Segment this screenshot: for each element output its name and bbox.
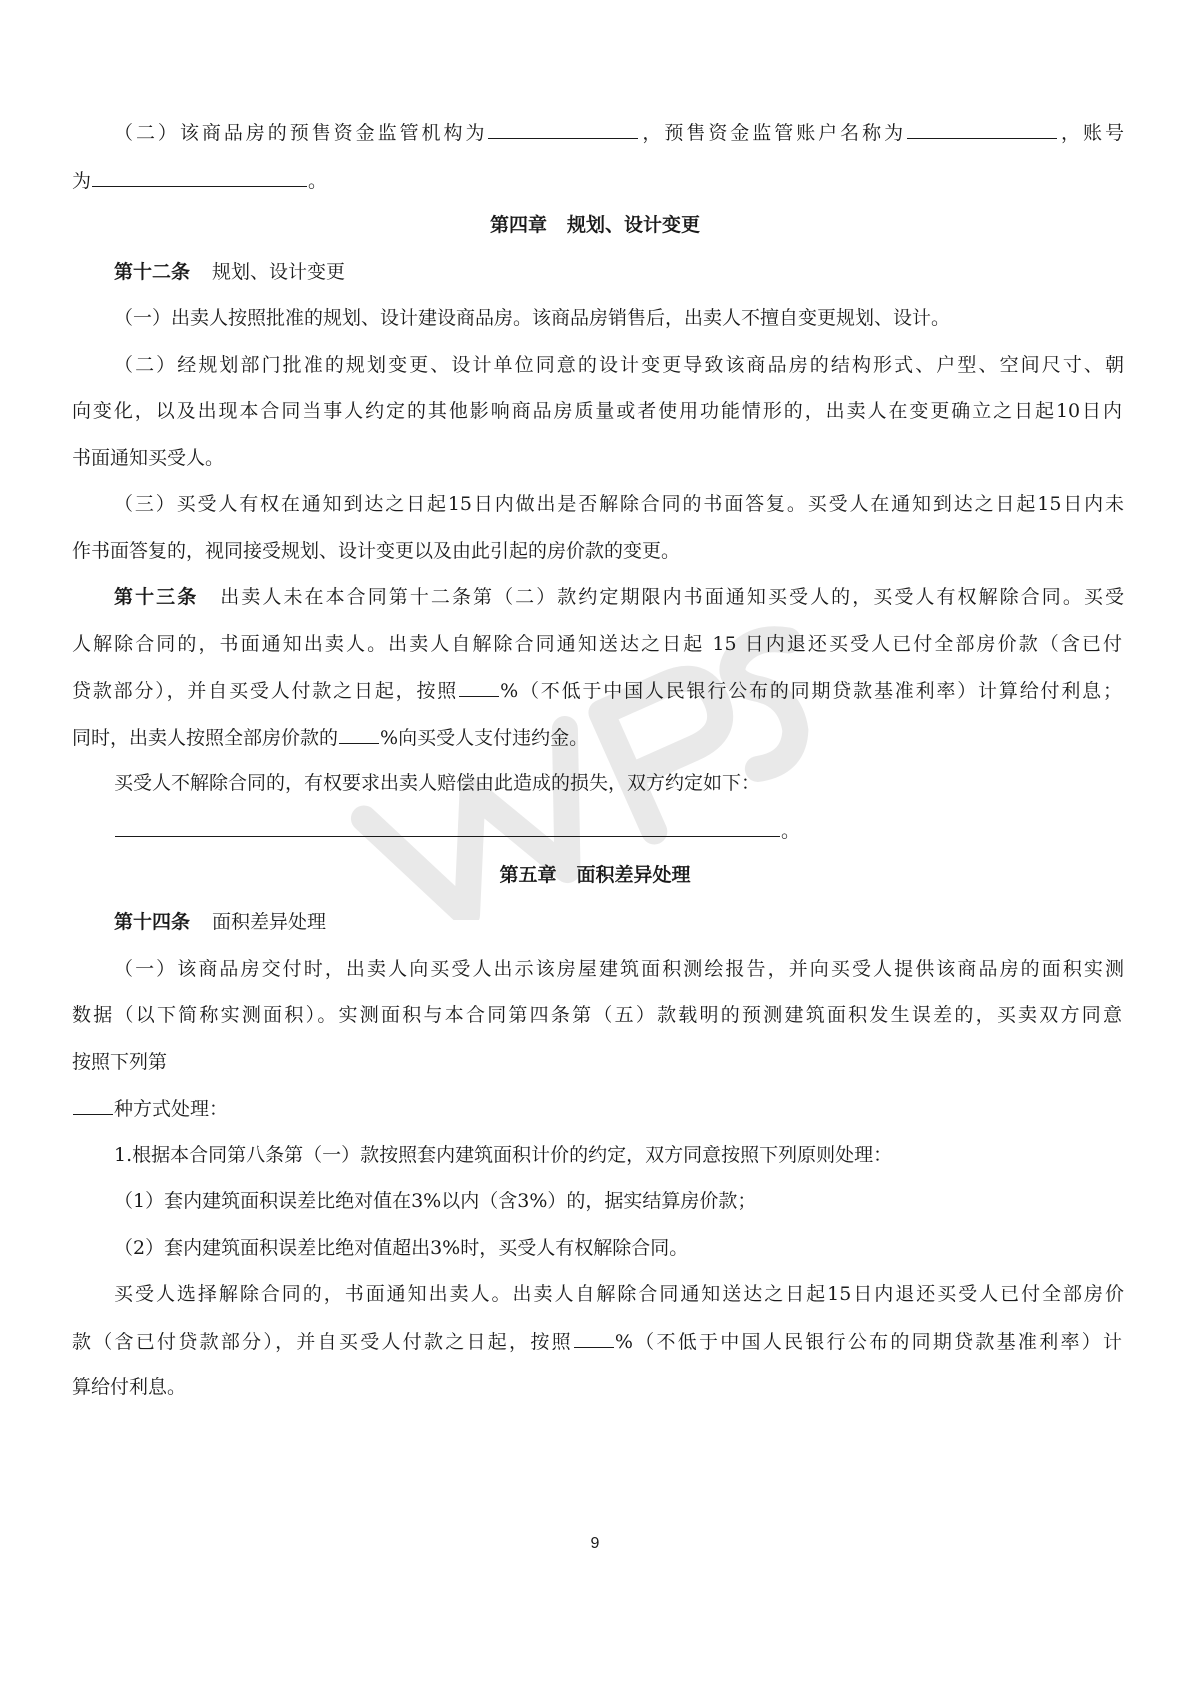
supervision-text-b: ，预售资金监管账户名称为 <box>639 122 907 144</box>
article-13-para-2: 买受人不解除合同的，有权要求出卖人赔偿由此造成的损失，双方约定如下： <box>114 772 761 794</box>
article-12-para-3-line-2: 作书面答复的，视同接受规划、设计变更以及由此引起的房价款的变更。 <box>72 540 681 562</box>
supervision-text-a: （二）该商品房的预售资金监管机构为 <box>114 122 488 144</box>
article-12-para-1: （一）出卖人按照批准的规划、设计建设商品房。该商品房销售后，出卖人不擅自变更规划、设计。 <box>114 307 951 329</box>
article-14-para-1-line-4 <box>72 1095 1122 1122</box>
article-12-number: 第十二条 <box>114 261 191 283</box>
article-14-method-text: 种方式处理： <box>114 1098 229 1120</box>
supervision-text-c: ，账号 <box>1058 122 1124 144</box>
article-13-text-3b: %（不低于中国人民银行公布的同期贷款基准利率）计算给付利息； <box>500 680 1122 702</box>
article-14-number: 第十四条 <box>114 911 191 933</box>
supervision-text-d: 为 <box>72 170 92 192</box>
article-13-line-4 <box>72 724 1122 751</box>
article-13-text-4a: 同时，出卖人按照全部房价款的 <box>72 727 339 749</box>
article-14-para-2-line-1: 买受人选择解除合同的，书面通知出卖人。出卖人自解除合同通知送达之日起15日内退还买受人已付全部房价 <box>114 1283 1124 1305</box>
article-13-agreement-end: 。 <box>781 820 801 842</box>
article-14-item-1-1: （1）套内建筑面积误差比绝对值在3%以内（含3%）的，据实结算房价款； <box>114 1190 757 1212</box>
article-14-para-2-text-a: 款（含已付贷款部分），并自买受人付款之日起，按照 <box>72 1331 573 1353</box>
supervision-line-1 <box>114 119 1124 146</box>
page-number: 9 <box>590 1535 600 1552</box>
chapter-4-title: 规划、设计变更 <box>567 214 701 236</box>
chapter-5-number: 第五章 <box>499 864 557 886</box>
article-13-line-3 <box>72 677 1122 704</box>
article-14-para-2-text-b: %（不低于中国人民银行公布的同期贷款基准利率）计 <box>614 1331 1122 1353</box>
article-14-para-2-line-2 <box>72 1328 1122 1355</box>
article-12-para-2-line-1: （二）经规划部门批准的规划变更、设计单位同意的设计变更导致该商品房的结构形式、户型、空间尺寸、朝 <box>114 354 1124 376</box>
supervision-agency-blank[interactable] <box>488 119 638 139</box>
article-14-para-1-line-3: 按照下列第 <box>72 1051 168 1073</box>
handling-method-blank[interactable] <box>73 1095 113 1115</box>
article-13-number: 第十三条 <box>114 586 199 608</box>
supervision-line-2 <box>72 167 1122 194</box>
penalty-rate-blank[interactable] <box>339 724 379 744</box>
article-13-text-3a: 贷款部分），并自买受人付款之日起，按照 <box>72 680 459 702</box>
supervision-account-name-blank[interactable] <box>907 119 1057 139</box>
chapter-5-heading <box>0 862 1190 888</box>
article-12-heading <box>114 259 1124 285</box>
article-13-line-2: 人解除合同的，书面通知出卖人。出卖人自解除合同通知送达之日起 15 日内退还买受人已付全部房价款（含已付 <box>72 633 1122 655</box>
chapter-4-number: 第四章 <box>489 214 547 236</box>
account-number-blank[interactable] <box>92 167 307 187</box>
article-12-para-2-line-2: 向变化，以及出现本合同当事人约定的其他影响商品房质量或者使用功能情形的，出卖人在变更确立之日起10日内 <box>72 400 1122 422</box>
article-14-para-1-line-2: 数据（以下简称实测面积）。实测面积与本合同第四条第（五）款载明的预测建筑面积发生误差的，买卖双方同意 <box>72 1004 1122 1026</box>
supervision-text-e: 。 <box>308 170 328 192</box>
article-13-text-1: 出卖人未在本合同第十二条第（二）款约定期限内书面通知买受人的，买受人有权解除合同。买受 <box>220 586 1124 608</box>
chapter-5-title: 面积差异处理 <box>576 864 691 886</box>
article-14-para-2-line-3: 算给付利息。 <box>72 1376 187 1398</box>
article-13-agreement-line <box>114 817 1124 844</box>
article-12-para-3-line-1: （三）买受人有权在通知到达之日起15日内做出是否解除合同的书面答复。买受人在通知到达之日起15日内未 <box>114 493 1124 515</box>
article-13-text-4b: %向买受人支付违约金。 <box>380 727 589 749</box>
refund-interest-rate-blank[interactable] <box>574 1328 614 1348</box>
chapter-4-heading <box>0 212 1190 238</box>
article-14-para-1-line-1: （一）该商品房交付时，出卖人向买受人出示该房屋建筑面积测绘报告，并向买受人提供该商品房的面积实测 <box>114 958 1124 980</box>
article-14-item-1: 1.根据本合同第八条第（一）款按照套内建筑面积计价的约定，双方同意按照下列原则处理： <box>114 1144 893 1166</box>
compensation-agreement-blank[interactable] <box>115 817 780 837</box>
interest-rate-blank[interactable] <box>459 677 499 697</box>
article-14-item-1-2: （2）套内建筑面积误差比绝对值超出3%时，买受人有权解除合同。 <box>114 1237 689 1259</box>
article-14-heading <box>114 909 1124 935</box>
article-13-line-1 <box>114 584 1124 610</box>
article-12-para-2-line-3: 书面通知买受人。 <box>72 447 225 469</box>
article-14-name: 面积差异处理 <box>212 911 327 933</box>
article-12-name: 规划、设计变更 <box>212 261 346 283</box>
